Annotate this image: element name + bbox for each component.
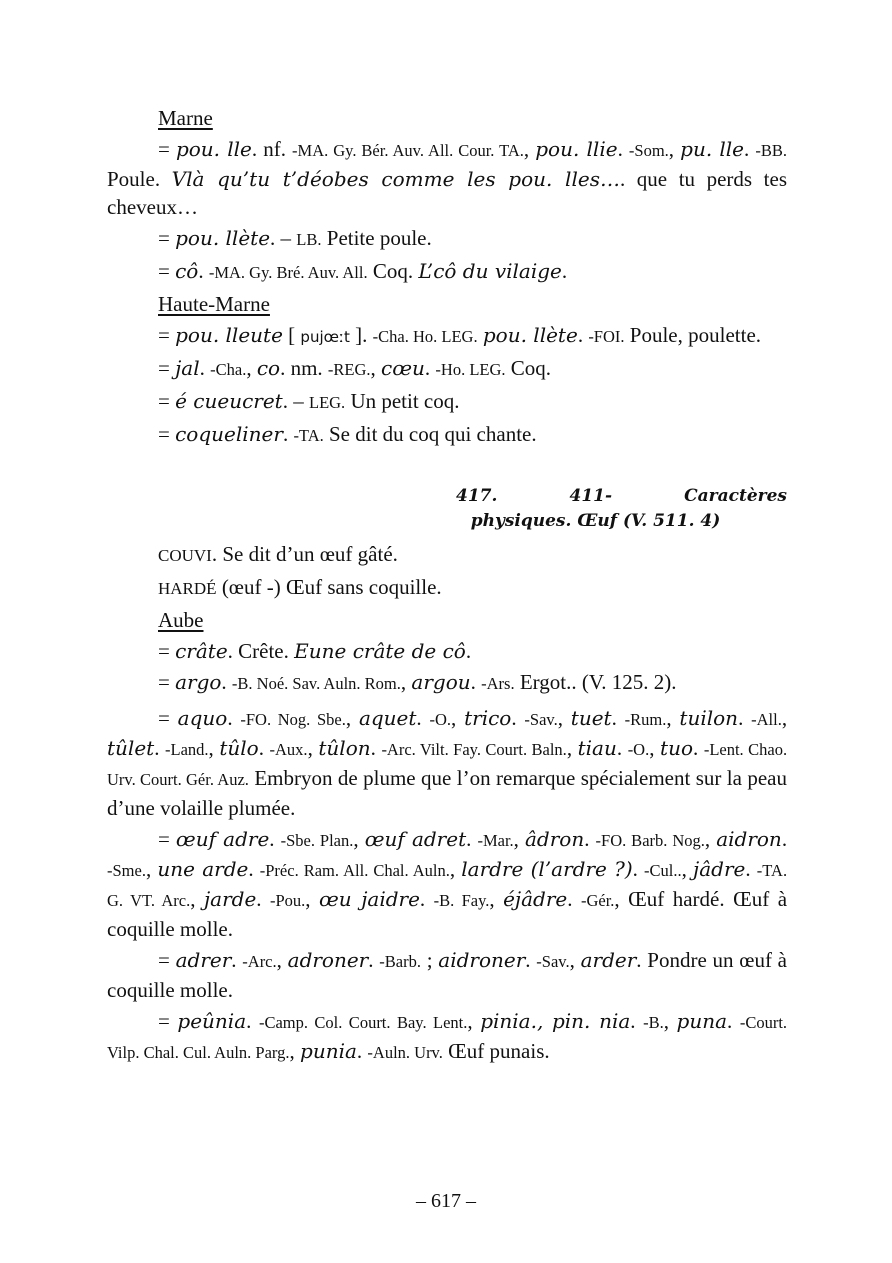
text-run: . bbox=[584, 827, 596, 851]
locality-abbrev: -Sme. bbox=[107, 861, 146, 880]
text-run: Embryon de plume que l’on remarque spécialement sur la peau d’une volaille plumée. bbox=[107, 766, 787, 820]
page-number: – 617 – bbox=[416, 1190, 476, 1212]
locality-abbrev: -MA. Gy. Bré. Auv. All. bbox=[208, 263, 368, 282]
locality-abbrev: -FO. Barb. Nog. bbox=[595, 831, 705, 850]
text-run: ; bbox=[420, 948, 439, 972]
text-run: , bbox=[305, 887, 319, 911]
entry-poulle bbox=[107, 135, 787, 221]
text-run: . bbox=[282, 422, 294, 446]
text-run: . bbox=[511, 706, 525, 730]
headword-italic: tûlon bbox=[318, 736, 371, 760]
text-run: Poule. bbox=[107, 167, 172, 191]
text-run: . bbox=[470, 670, 482, 694]
text-run: . bbox=[577, 323, 589, 347]
headword-italic: pu. lle bbox=[680, 137, 745, 161]
text-run: . nm. bbox=[280, 356, 328, 380]
text-run: , bbox=[400, 670, 412, 694]
text-run: , bbox=[569, 948, 581, 972]
text-run: , bbox=[449, 857, 462, 881]
text-run: . bbox=[416, 706, 430, 730]
headword-italic: cô bbox=[175, 259, 199, 283]
text-run: (œuf -) Œuf sans coquille. bbox=[216, 575, 442, 599]
headword-italic: pou. llie bbox=[535, 137, 618, 161]
headword-italic: tuilon bbox=[679, 706, 739, 730]
headword-italic: tûlet bbox=[107, 736, 155, 760]
headword-italic: aquet bbox=[358, 706, 417, 730]
text-run: . Crête. bbox=[227, 639, 295, 663]
headword-italic: une arde bbox=[157, 857, 249, 881]
text-run: = bbox=[158, 639, 176, 663]
text-run: . bbox=[227, 706, 241, 730]
headword-italic: âdron bbox=[524, 827, 585, 851]
text-run: . bbox=[246, 1009, 259, 1033]
locality-abbrev: -Som. bbox=[628, 141, 669, 160]
text-run: Se dit du coq qui chante. bbox=[323, 422, 537, 446]
text-run: . bbox=[781, 827, 788, 851]
text-run: . Pondre un œuf à coquille molle. bbox=[107, 948, 788, 1002]
headword-italic: jal bbox=[175, 356, 200, 380]
headword-italic: trico bbox=[464, 706, 512, 730]
headword-italic: é cueucret bbox=[175, 389, 283, 413]
text-run: = bbox=[158, 1009, 178, 1033]
text-run: Un petit coq. bbox=[345, 389, 460, 413]
entry-oeuf-adre bbox=[107, 825, 787, 943]
text-run: , bbox=[663, 1009, 677, 1033]
headword-italic: adroner bbox=[287, 948, 369, 972]
text-run: = bbox=[158, 226, 176, 250]
locality-abbrev: -Sbe. Plan. bbox=[280, 831, 354, 850]
text-run: . bbox=[611, 706, 625, 730]
text-run: , bbox=[668, 137, 681, 161]
text-run: = bbox=[158, 389, 176, 413]
text-run: . bbox=[745, 857, 757, 881]
headword-italic: adrer bbox=[175, 948, 232, 972]
text-run: , bbox=[557, 706, 571, 730]
text-run: , bbox=[208, 736, 220, 760]
locality-abbrev: -B. Fay. bbox=[433, 891, 490, 910]
text-run: . bbox=[744, 137, 756, 161]
locality-abbrev: -O. bbox=[627, 740, 650, 759]
text-run: [ bbox=[282, 323, 301, 347]
text-run: HARDÉ bbox=[158, 579, 217, 598]
locality-abbrev: -All. bbox=[751, 710, 782, 729]
headword-italic: cœu bbox=[381, 356, 425, 380]
headword-italic: peûnia bbox=[177, 1009, 247, 1033]
text-run: , bbox=[781, 706, 788, 730]
text-run: = bbox=[158, 827, 176, 851]
text-run: . bbox=[198, 259, 209, 283]
text-run: . bbox=[256, 887, 270, 911]
locality-abbrev: -FO. Nog. Sbe. bbox=[240, 710, 346, 729]
entry-poulleute bbox=[107, 321, 787, 351]
text-run: , bbox=[370, 356, 382, 380]
text-run: , bbox=[145, 857, 158, 881]
text-run: . – bbox=[270, 226, 297, 250]
locality-abbrev: -MA. Gy. Bér. Auv. All. Cour. TA. bbox=[292, 141, 524, 160]
text-run: , bbox=[276, 948, 288, 972]
locality-abbrev: -Ho. LEG. bbox=[435, 360, 506, 379]
text-run: . que tu perds tes cheveux… bbox=[107, 167, 787, 219]
headword-italic: crâte bbox=[175, 639, 228, 663]
text-run: Petite poule. bbox=[321, 226, 432, 250]
text-run: . bbox=[154, 736, 165, 760]
text-run: , bbox=[681, 857, 694, 881]
text-run: = bbox=[158, 670, 176, 694]
text-run: = bbox=[158, 422, 176, 446]
section-heading-aube bbox=[107, 606, 787, 634]
section-heading-haute-marne bbox=[107, 290, 787, 318]
headword-italic: puna bbox=[676, 1009, 728, 1033]
headword-italic: tûlo bbox=[219, 736, 259, 760]
text-run: Coq. bbox=[367, 259, 419, 283]
locality-abbrev: LB. bbox=[296, 230, 322, 249]
text-run: , bbox=[666, 706, 680, 730]
text-run: , bbox=[704, 827, 717, 851]
headword-italic: pou. lle bbox=[175, 137, 252, 161]
text-run: physiques. Œuf (V. 511. 4) bbox=[470, 511, 721, 531]
text-run: Aube bbox=[158, 608, 204, 632]
entry-argo bbox=[107, 668, 787, 698]
headword-italic: pou. llète bbox=[175, 226, 271, 250]
headword-italic: tiau bbox=[577, 736, 617, 760]
text-run: . bbox=[617, 137, 629, 161]
text-run: . nf. bbox=[251, 137, 293, 161]
text-run: . bbox=[567, 887, 581, 911]
locality-abbrev: -Auln. Urv. bbox=[367, 1043, 443, 1062]
locality-abbrev: -TA. G. VT. Arc. bbox=[107, 861, 788, 910]
locality-abbrev: -Cha. Ho. LEG. bbox=[372, 327, 478, 346]
locality-abbrev: -Aux. bbox=[269, 740, 308, 759]
text-run: = bbox=[158, 259, 176, 283]
text-run: , bbox=[289, 1039, 301, 1063]
text-run: . bbox=[738, 706, 752, 730]
text-run: Coq. bbox=[505, 356, 552, 380]
headword-italic: coqueliner bbox=[175, 422, 283, 446]
text-run: . bbox=[258, 736, 270, 760]
text-run: = bbox=[158, 137, 176, 161]
headword-italic: argou bbox=[411, 670, 471, 694]
entry-poullete bbox=[107, 224, 787, 254]
headword-italic: pou. llète bbox=[482, 323, 578, 347]
text-run: . bbox=[727, 1009, 740, 1033]
entry-aquo bbox=[107, 704, 787, 822]
text-run: , Œuf hardé. Œuf à coquille molle. bbox=[107, 887, 788, 941]
headword-italic: aidroner bbox=[438, 948, 526, 972]
locality-abbrev: -Ars. bbox=[481, 674, 515, 693]
locality-abbrev: -Land. bbox=[165, 740, 209, 759]
locality-abbrev: -B. Noé. Sav. Auln. Rom. bbox=[231, 674, 401, 693]
headword-italic: tuet bbox=[570, 706, 612, 730]
text-run: Haute-Marne bbox=[158, 292, 270, 316]
text-run: . bbox=[419, 887, 434, 911]
headword-italic: tuo bbox=[660, 736, 694, 760]
chapter-title bbox=[404, 484, 787, 534]
entry-coqueliner bbox=[107, 420, 787, 450]
locality-abbrev: -Pou. bbox=[269, 891, 306, 910]
locality-abbrev: -Gér. bbox=[580, 891, 615, 910]
headword-italic: pinia., pin. nia bbox=[480, 1009, 631, 1033]
text-run: . bbox=[199, 356, 211, 380]
text-run: , bbox=[451, 706, 465, 730]
locality-abbrev: -FOI. bbox=[588, 327, 625, 346]
text-run: , bbox=[513, 827, 525, 851]
text-run: Caractères bbox=[684, 486, 787, 506]
text-run: COUVI bbox=[158, 546, 212, 565]
text-run: . bbox=[356, 1039, 368, 1063]
entry-harde bbox=[107, 573, 787, 603]
headword-italic: Eune crâte de cô bbox=[294, 639, 466, 663]
headword-italic: œuf adret bbox=[364, 827, 467, 851]
text-run: . – bbox=[282, 389, 309, 413]
text-run: ]. bbox=[349, 323, 373, 347]
headword-italic: jarde bbox=[203, 887, 257, 911]
text-run: , bbox=[489, 887, 504, 911]
text-run: Marne bbox=[158, 106, 213, 130]
text-run: = bbox=[158, 323, 176, 347]
text-run: . bbox=[221, 670, 232, 694]
text-run: . bbox=[231, 948, 243, 972]
entry-crate bbox=[107, 637, 787, 665]
locality-abbrev: -Cha. bbox=[210, 360, 247, 379]
text-run: = bbox=[158, 356, 176, 380]
document-body bbox=[107, 104, 787, 1070]
locality-abbrev: -Cul.. bbox=[644, 861, 682, 880]
text-run: , bbox=[566, 736, 578, 760]
text-run: Ergot.. (V. 125. 2). bbox=[514, 670, 677, 694]
headword-italic: Vlà qu’tu t’déobes comme les pou. lles… bbox=[171, 167, 620, 191]
text-run: . bbox=[693, 736, 704, 760]
headword-italic: éjâdre bbox=[503, 887, 568, 911]
locality-abbrev: -Arc. bbox=[242, 952, 277, 971]
text-run: , bbox=[190, 887, 204, 911]
headword-italic: argo bbox=[175, 670, 222, 694]
locality-abbrev: -Lent. Chao. Urv. Court. Gér. Auz. bbox=[107, 740, 788, 789]
entry-cueucret bbox=[107, 387, 787, 417]
headword-italic: œu jaidre bbox=[318, 887, 420, 911]
text-run: . bbox=[368, 948, 380, 972]
locality-abbrev: -Barb. bbox=[379, 952, 421, 971]
entry-co bbox=[107, 257, 787, 287]
text-run: , bbox=[353, 827, 365, 851]
headword-italic: pou. lleute bbox=[175, 323, 283, 347]
text-run: , bbox=[307, 736, 319, 760]
text-run: . bbox=[525, 948, 537, 972]
locality-abbrev: LEG. bbox=[308, 393, 346, 412]
text-run: , bbox=[345, 706, 359, 730]
locality-abbrev: -Mar. bbox=[477, 831, 514, 850]
locality-abbrev: -Préc. Ram. All. Chal. Auln. bbox=[259, 861, 450, 880]
text-run: . bbox=[424, 356, 436, 380]
locality-abbrev: -REG. bbox=[327, 360, 371, 379]
locality-abbrev: -Rum. bbox=[624, 710, 667, 729]
text-run: . bbox=[630, 1009, 644, 1033]
text-run: Œuf punais. bbox=[442, 1039, 550, 1063]
headword-italic: punia bbox=[300, 1039, 357, 1063]
headword-italic: L’cô du vilaige bbox=[418, 259, 562, 283]
text-run: . bbox=[632, 857, 645, 881]
locality-abbrev: -Sav. bbox=[524, 710, 558, 729]
text-run: . bbox=[370, 736, 382, 760]
text-run bbox=[456, 484, 787, 509]
text-run: Poule, poulette. bbox=[624, 323, 762, 347]
text-run: , bbox=[649, 736, 661, 760]
text-run: . bbox=[561, 259, 568, 283]
headword-italic: arder bbox=[580, 948, 637, 972]
text-run: pujœːt bbox=[300, 328, 350, 346]
entry-peunia bbox=[107, 1007, 787, 1067]
locality-abbrev: -TA. bbox=[293, 426, 324, 445]
locality-abbrev: -Sav. bbox=[536, 952, 570, 971]
locality-abbrev: -B. bbox=[643, 1013, 664, 1032]
headword-italic: lardre (l’ardre ?) bbox=[461, 857, 633, 881]
text-run: = bbox=[158, 948, 176, 972]
text-run: . bbox=[616, 736, 628, 760]
locality-abbrev: -Arc. Vilt. Fay. Court. Baln. bbox=[381, 740, 567, 759]
locality-abbrev: -BB. bbox=[755, 141, 787, 160]
text-run: . Se dit d’un œuf gâté. bbox=[211, 542, 398, 566]
headword-italic: jâdre bbox=[693, 857, 746, 881]
text-run: = bbox=[158, 706, 178, 730]
text-run: , bbox=[246, 356, 257, 380]
section-heading-marne bbox=[107, 104, 787, 132]
text-run: 411- bbox=[569, 486, 613, 506]
locality-abbrev: -Camp. Col. Court. Bay. Lent. bbox=[258, 1013, 468, 1032]
text-run: . bbox=[269, 827, 281, 851]
locality-abbrev: -Court. Vilp. Chal. Cul. Auln. Parg. bbox=[107, 1013, 788, 1062]
headword-italic: aidron bbox=[716, 827, 782, 851]
text-run: , bbox=[523, 137, 536, 161]
entry-jal bbox=[107, 354, 787, 384]
headword-italic: co bbox=[256, 356, 281, 380]
locality-abbrev: -O. bbox=[429, 710, 452, 729]
text-run: , bbox=[467, 1009, 481, 1033]
text-run: . bbox=[248, 857, 260, 881]
text-run: . bbox=[465, 639, 472, 663]
headword-italic: aquo bbox=[177, 706, 228, 730]
entry-adrer bbox=[107, 946, 787, 1004]
text-run: 417. bbox=[456, 486, 498, 506]
text-run: . bbox=[466, 827, 478, 851]
headword-italic: œuf adre bbox=[175, 827, 270, 851]
entry-couvi bbox=[107, 540, 787, 570]
